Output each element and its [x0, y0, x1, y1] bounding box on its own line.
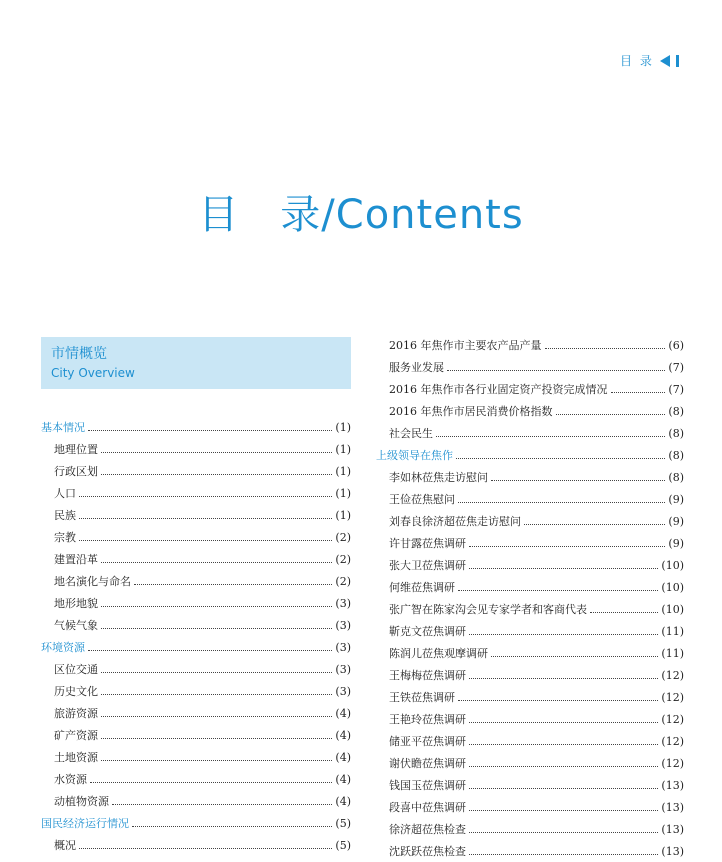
- toc-entry-title: 储亚平莅焦调研: [389, 735, 466, 748]
- toc-page-number: (8): [668, 470, 684, 484]
- toc-entry[interactable]: [376, 334, 684, 356]
- corner-title: 目 录: [620, 54, 654, 68]
- dot-leader: [469, 832, 658, 833]
- toc-entry-title: 环境资源: [41, 641, 85, 654]
- toc-entry[interactable]: [376, 488, 684, 510]
- dot-leader: [469, 678, 658, 679]
- dot-leader: [436, 436, 665, 437]
- toc-left-column: [41, 416, 351, 856]
- toc-page-number: (6): [668, 338, 684, 352]
- toc-page-number: (4): [335, 794, 351, 808]
- toc-entry-title: 区位交通: [54, 663, 98, 676]
- dot-leader: [112, 804, 332, 805]
- dot-leader: [491, 656, 658, 657]
- toc-entry[interactable]: [376, 554, 684, 576]
- toc-page-number: (9): [668, 492, 684, 506]
- toc-entry[interactable]: [41, 702, 351, 724]
- toc-entry[interactable]: [376, 708, 684, 730]
- toc-entry-title: 张大卫莅焦调研: [389, 559, 466, 572]
- toc-entry[interactable]: [376, 400, 684, 422]
- toc-page-number: (2): [335, 552, 351, 566]
- dot-leader: [545, 348, 666, 349]
- toc-page-number: (1): [335, 464, 351, 478]
- toc-entry[interactable]: [41, 614, 351, 636]
- toc-entry[interactable]: [376, 510, 684, 532]
- toc-entry-title: 徐济超莅焦检查: [389, 823, 466, 836]
- toc-entry-title: 王梅梅莅焦调研: [389, 669, 466, 682]
- section-banner: [41, 337, 351, 389]
- toc-entry[interactable]: [41, 680, 351, 702]
- toc-page-number: (3): [335, 662, 351, 676]
- toc-entry-title: 地理位置: [54, 443, 98, 456]
- toc-section-heading[interactable]: [376, 444, 684, 466]
- toc-entry[interactable]: [41, 526, 351, 548]
- toc-page-number: (9): [668, 536, 684, 550]
- dot-leader: [458, 590, 658, 591]
- dot-leader: [458, 700, 658, 701]
- toc-entry-title: 沈跃跃莅焦检查: [389, 845, 466, 858]
- dot-leader: [101, 716, 332, 717]
- page-title: 目 录/Contents: [198, 192, 524, 238]
- dot-leader: [101, 628, 332, 629]
- toc-entry[interactable]: [376, 532, 684, 554]
- dot-leader: [524, 524, 665, 525]
- toc-entry[interactable]: [41, 482, 351, 504]
- toc-entry[interactable]: [376, 752, 684, 774]
- toc-right-column: [376, 334, 684, 862]
- toc-entry-title: 历史文化: [54, 685, 98, 698]
- left-triangle-icon: [660, 55, 670, 67]
- toc-entry-title: 段喜中莅焦调研: [389, 801, 466, 814]
- toc-entry-title: 2016 年焦作市居民消费价格指数: [389, 405, 553, 418]
- toc-page-number: (4): [335, 750, 351, 764]
- toc-page-number: (4): [335, 728, 351, 742]
- dot-leader: [469, 722, 658, 723]
- toc-page-number: (1): [335, 486, 351, 500]
- toc-section-heading[interactable]: [41, 636, 351, 658]
- dot-leader: [101, 606, 332, 607]
- toc-entry-title: 民族: [54, 509, 76, 522]
- toc-page-number: (10): [661, 602, 684, 616]
- toc-entry[interactable]: [376, 774, 684, 796]
- banner-title-cn: 市情概览: [51, 346, 107, 362]
- dot-leader: [88, 650, 332, 651]
- toc-entry-title: 概况: [54, 839, 76, 852]
- banner-title-en: City Overview: [51, 366, 135, 380]
- dot-leader: [101, 474, 332, 475]
- toc-page-number: (3): [335, 640, 351, 654]
- toc-entry-title: 王俭莅焦慰问: [389, 493, 455, 506]
- toc-entry[interactable]: [41, 592, 351, 614]
- toc-entry-title: 矿产资源: [54, 729, 98, 742]
- dot-leader: [469, 810, 658, 811]
- vertical-bar-icon: [676, 55, 679, 67]
- toc-entry-title: 地形地貌: [54, 597, 98, 610]
- toc-entry[interactable]: [41, 460, 351, 482]
- toc-page-number: (12): [661, 690, 684, 704]
- toc-entry[interactable]: [376, 686, 684, 708]
- toc-page-number: (1): [335, 442, 351, 456]
- toc-entry[interactable]: [41, 438, 351, 460]
- toc-entry-title: 上级领导在焦作: [376, 449, 453, 462]
- toc-entry-title: 国民经济运行情况: [41, 817, 129, 830]
- toc-section-heading[interactable]: [41, 416, 351, 438]
- toc-page-number: (7): [668, 360, 684, 374]
- dot-leader: [101, 738, 332, 739]
- toc-page-number: (1): [335, 508, 351, 522]
- toc-page-number: (2): [335, 530, 351, 544]
- toc-entry[interactable]: [376, 422, 684, 444]
- toc-entry-title: 王艳玲莅焦调研: [389, 713, 466, 726]
- toc-entry[interactable]: [41, 724, 351, 746]
- toc-entry-title: 气候气象: [54, 619, 98, 632]
- toc-section-heading[interactable]: [41, 812, 351, 834]
- corner-header: [620, 52, 679, 69]
- dot-leader: [101, 452, 332, 453]
- toc-entry-title: 水资源: [54, 773, 87, 786]
- toc-page-number: (5): [335, 838, 351, 852]
- toc-page-number: (10): [661, 558, 684, 572]
- dot-leader: [79, 540, 332, 541]
- toc-entry[interactable]: [41, 548, 351, 570]
- toc-entry[interactable]: [41, 834, 351, 856]
- dot-leader: [132, 826, 332, 827]
- dot-leader: [447, 370, 665, 371]
- toc-entry-title: 地名演化与命名: [54, 575, 131, 588]
- dot-leader: [469, 766, 658, 767]
- toc-page-number: (1): [335, 420, 351, 434]
- toc-entry-title: 张广智在陈家沟会见专家学者和客商代表: [389, 603, 587, 616]
- dot-leader: [469, 546, 665, 547]
- toc-entry-title: 建置沿革: [54, 553, 98, 566]
- toc-page-number: (12): [661, 712, 684, 726]
- dot-leader: [469, 634, 658, 635]
- toc-entry[interactable]: [376, 818, 684, 840]
- toc-entry-title: 刘春良徐济超莅焦走访慰问: [389, 515, 521, 528]
- dot-leader: [469, 744, 658, 745]
- toc-entry[interactable]: [41, 790, 351, 812]
- dot-leader: [469, 788, 658, 789]
- toc-entry[interactable]: [376, 576, 684, 598]
- dot-leader: [611, 392, 666, 393]
- toc-page-number: (12): [661, 734, 684, 748]
- dot-leader: [101, 562, 332, 563]
- toc-page-number: (3): [335, 684, 351, 698]
- toc-entry-title: 2016 年焦作市主要农产品产量: [389, 339, 542, 352]
- dot-leader: [79, 848, 332, 849]
- toc-page-number: (8): [668, 404, 684, 418]
- toc-page-number: (3): [335, 596, 351, 610]
- toc-entry-title: 王铁莅焦调研: [389, 691, 455, 704]
- toc-entry-title: 何维莅焦调研: [389, 581, 455, 594]
- dot-leader: [469, 854, 658, 855]
- toc-page-number: (13): [661, 844, 684, 858]
- toc-page-number: (10): [661, 580, 684, 594]
- toc-entry-title: 人口: [54, 487, 76, 500]
- toc-page-number: (13): [661, 778, 684, 792]
- toc-entry-title: 旅游资源: [54, 707, 98, 720]
- toc-page-number: (7): [668, 382, 684, 396]
- toc-entry-title: 土地资源: [54, 751, 98, 764]
- toc-entry-title: 2016 年焦作市各行业固定资产投资完成情况: [389, 383, 608, 396]
- toc-entry[interactable]: [41, 768, 351, 790]
- dot-leader: [590, 612, 658, 613]
- toc-entry-title: 李如林莅焦走访慰问: [389, 471, 488, 484]
- toc-entry[interactable]: [376, 466, 684, 488]
- toc-page-number: (13): [661, 800, 684, 814]
- toc-page-number: (12): [661, 756, 684, 770]
- toc-entry[interactable]: [376, 664, 684, 686]
- dot-leader: [101, 672, 332, 673]
- toc-entry[interactable]: [41, 570, 351, 592]
- toc-entry-title: 陈润儿莅焦观摩调研: [389, 647, 488, 660]
- toc-entry[interactable]: [376, 840, 684, 862]
- dot-leader: [458, 502, 665, 503]
- dot-leader: [88, 430, 332, 431]
- toc-entry[interactable]: [376, 598, 684, 620]
- toc-page-number: (4): [335, 772, 351, 786]
- dot-leader: [101, 760, 332, 761]
- dot-leader: [134, 584, 332, 585]
- dot-leader: [469, 568, 658, 569]
- toc-entry-title: 钱国玉莅焦调研: [389, 779, 466, 792]
- toc-entry[interactable]: [376, 378, 684, 400]
- toc-entry[interactable]: [41, 658, 351, 680]
- toc-entry[interactable]: [376, 730, 684, 752]
- toc-page-number: (5): [335, 816, 351, 830]
- toc-entry-title: 动植物资源: [54, 795, 109, 808]
- dot-leader: [456, 458, 665, 459]
- dot-leader: [556, 414, 666, 415]
- toc-page-number: (8): [668, 448, 684, 462]
- dot-leader: [90, 782, 332, 783]
- dot-leader: [491, 480, 665, 481]
- toc-page-number: (13): [661, 822, 684, 836]
- toc-entry-title: 靳克文莅焦调研: [389, 625, 466, 638]
- toc-entry[interactable]: [376, 642, 684, 664]
- toc-page-number: (9): [668, 514, 684, 528]
- toc-page-number: (3): [335, 618, 351, 632]
- toc-entry[interactable]: [376, 796, 684, 818]
- toc-page-number: (4): [335, 706, 351, 720]
- dot-leader: [79, 518, 332, 519]
- toc-entry-title: 谢伏瞻莅焦调研: [389, 757, 466, 770]
- toc-entry-title: 许甘露莅焦调研: [389, 537, 466, 550]
- toc-entry-title: 宗教: [54, 531, 76, 544]
- toc-entry[interactable]: [376, 356, 684, 378]
- toc-entry[interactable]: [376, 620, 684, 642]
- toc-page-number: (11): [661, 624, 684, 638]
- toc-page-number: (12): [661, 668, 684, 682]
- toc-entry-title: 社会民生: [389, 427, 433, 440]
- toc-entry-title: 服务业发展: [389, 361, 444, 374]
- toc-entry[interactable]: [41, 746, 351, 768]
- dot-leader: [79, 496, 332, 497]
- toc-page-number: (2): [335, 574, 351, 588]
- toc-entry-title: 行政区划: [54, 465, 98, 478]
- toc-page-number: (8): [668, 426, 684, 440]
- toc-entry-title: 基本情况: [41, 421, 85, 434]
- toc-entry[interactable]: [41, 504, 351, 526]
- dot-leader: [101, 694, 332, 695]
- toc-page-number: (11): [661, 646, 684, 660]
